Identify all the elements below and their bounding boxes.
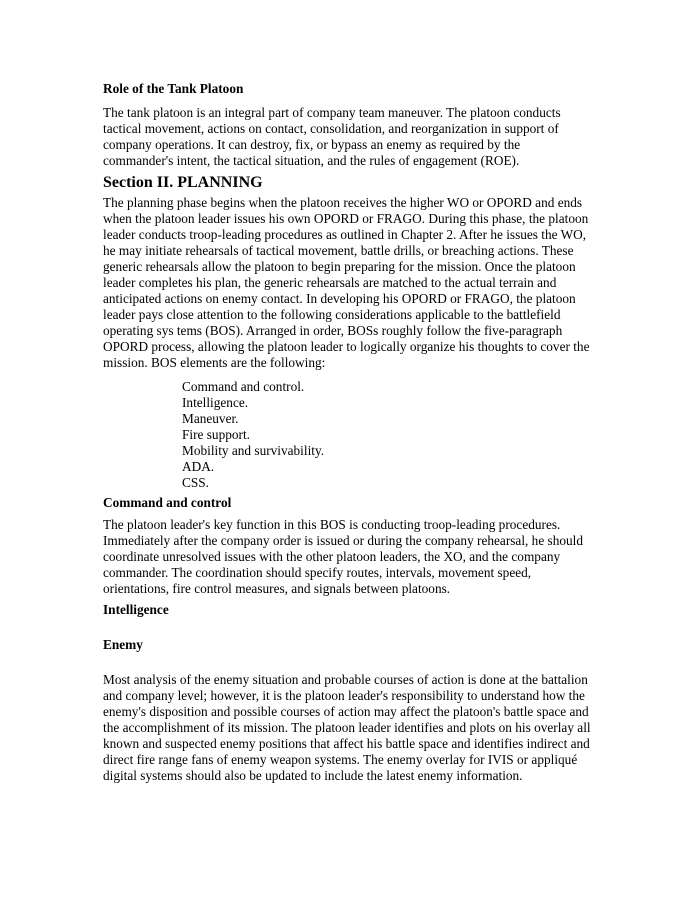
list-item: ADA. <box>182 459 215 474</box>
bos-elements-list <box>103 379 593 491</box>
list-item: Intelligence. <box>182 395 249 410</box>
planning-paragraph: The planning phase begins when the platoon receives the higher WO or OPORD and ends when the platoon leader issues his own OPORD or FRAGO. During this phase, the platoon leader conducts troop-leading procedures as outlined in Chapter 2. After he issues the WO, he may initiate rehearsals of tactical movement, battle drills, or breaching actions. These generic rehearsals allow the platoon to begin preparing for the mission. Once the platoon leader completes his plan, the generic rehearsals are matched to the actual terrain and anticipated actions on enemy contact. In developing his OPORD or FRAGO, the platoon leader pays close attention to the following considerations applicable to the battlefield operating sys tems (BOS). Arranged in order, BOSs roughly follow the five-paragraph OPORD process, allowing the platoon leader to logically organize his thoughts to cover the mission. BOS elements are the following: <box>103 195 590 370</box>
enemy-heading: Enemy <box>103 637 143 652</box>
command-control-paragraph: The platoon leader's key function in this BOS is conducting troop-leading procedures. Immediately after the company order is issued or during the company rehearsal, he should coordinate unresolved issues with the other platoon leaders, the XO, and the company commander. The coordination should specify routes, intervals, movement speed, orientations, fire control measures, and signals between platoons. <box>103 517 584 596</box>
list-item: CSS. <box>182 475 209 490</box>
list-item: Maneuver. <box>182 411 239 426</box>
role-paragraph: The tank platoon is an integral part of company team maneuver. The platoon conducts tactical movement, actions on contact, consolidation, and reorganization in support of company operations. It can destroy, fix, or bypass an enemy as required by the commander's intent, the tactical situation, and the rules of engagement (ROE). <box>103 105 561 168</box>
section-title-planning: Section II. PLANNING <box>103 174 263 191</box>
enemy-paragraph: Most analysis of the enemy situation and probable courses of action is done at the battalion and company level; however, it is the platoon leader's responsibility to understand how the enemy's disposition and possible courses of action may affect the platoon's battle space and the accomplishment of its mission. The platoon leader identifies and plots on his overlay all known and suspected enemy positions that affect his battle space and identifies indirect and direct fire range fans of enemy weapon systems. The enemy overlay for IVIS or appliqué digital systems should also be updated to include the latest enemy information. <box>103 672 591 783</box>
document-page <box>103 81 593 784</box>
list-item: Fire support. <box>182 427 250 442</box>
role-heading: Role of the Tank Platoon <box>103 81 244 96</box>
command-control-heading: Command and control <box>103 495 232 510</box>
list-item: Command and control. <box>182 379 305 394</box>
list-item: Mobility and survivability. <box>182 443 325 458</box>
intelligence-heading: Intelligence <box>103 602 169 617</box>
